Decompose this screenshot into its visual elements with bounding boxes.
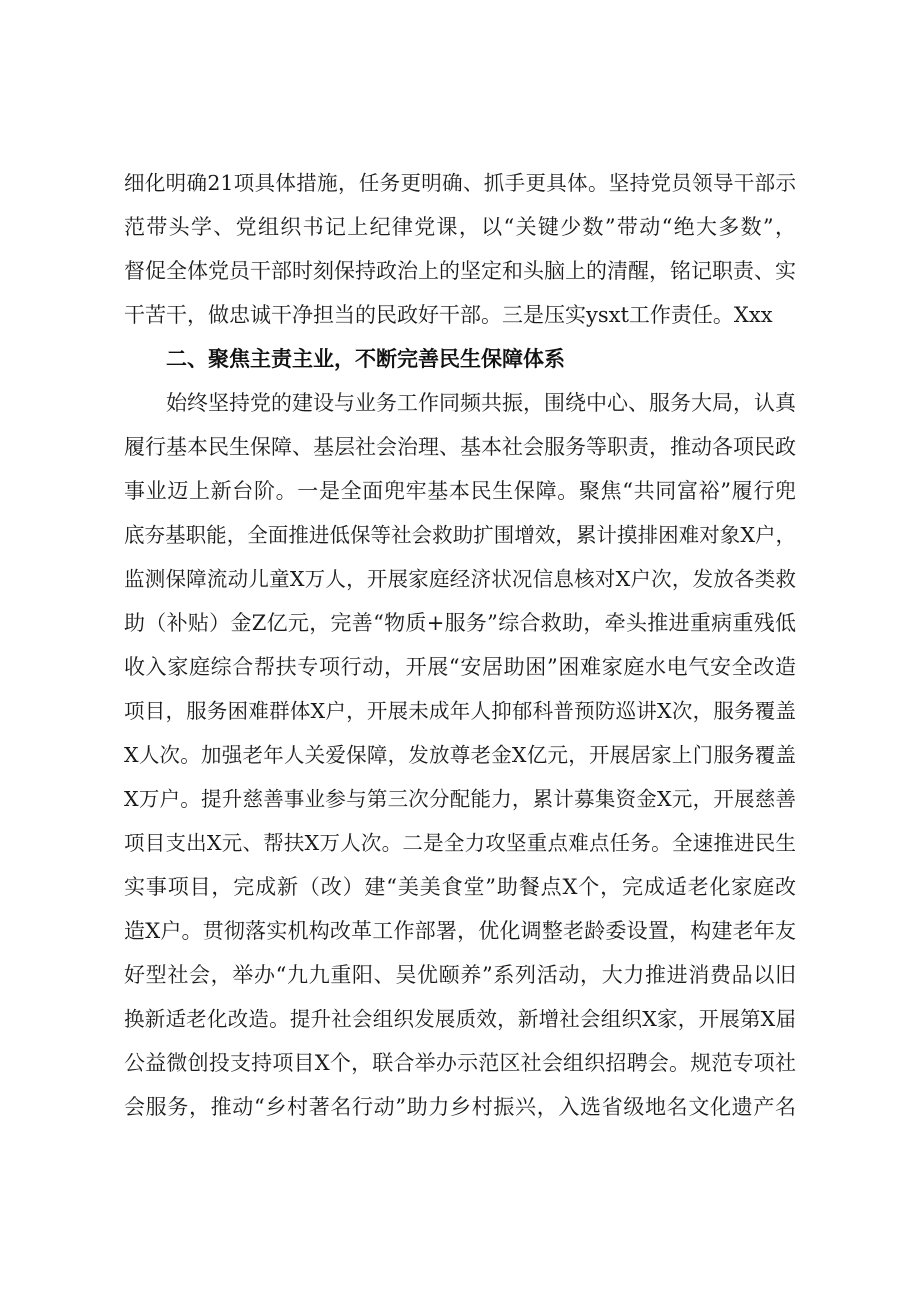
paragraph1-line: 督促全体党员干部时刻保持政治上的坚定和头脑上的清醒，铭记职责、实: [124, 259, 796, 283]
paragraph2-line: 换新适老化改造。提升社会组织发展质效，新增社会组织X家，开展第X届: [124, 1007, 796, 1031]
paragraph2-line: 助（补贴）金Z亿元，完善“物质+服务”综合救助，牵头推进重病重残低: [124, 611, 796, 635]
paragraph2-line: 实事项目，完成新（改）建“美美食堂”助餐点X个，完成适老化家庭改: [124, 875, 796, 899]
paragraph2-line: 履行基本民生保障、基层社会治理、基本社会服务等职责，推动各项民政: [124, 435, 796, 459]
paragraph2-line: 会服务，推动“乡村著名行动”助力乡村振兴，入选省级地名文化遗产名: [124, 1095, 796, 1119]
paragraph2-line: 收入家庭综合帮扶专项行动，开展“安居助困”困难家庭水电气安全改造: [124, 655, 796, 679]
paragraph1-line: 细化明确21项具体措施，任务更明确、抓手更具体。坚持党员领导干部示: [124, 171, 796, 195]
paragraph2-line: 好型社会，举办“九九重阳、吴优颐养”系列活动，大力推进消费品以旧: [124, 963, 796, 987]
paragraph1-line: 干苦干，做忠诚干净担当的民政好干部。三是压实ysxt工作责任。Xxx: [124, 303, 773, 327]
section-heading: 二、聚焦主责主业，不断完善民生保障体系: [166, 347, 565, 371]
paragraph2-line: 公益微创投支持项目X个，联合举办示范区社会组织招聘会。规范专项社: [124, 1051, 796, 1075]
paragraph2-line: 底夯基职能，全面推进低保等社会救助扩围增效，累计摸排困难对象X户，: [124, 523, 796, 547]
paragraph2-line: 监测保障流动儿童X万人，开展家庭经济状况信息核对X户次，发放各类救: [124, 567, 796, 591]
paragraph2-line: X万户。提升慈善事业参与第三次分配能力，累计募集资金X元，开展慈善: [124, 787, 796, 811]
paragraph2-line: 事业迈上新台阶。一是全面兜牢基本民生保障。聚焦“共同富裕”履行兜: [124, 479, 796, 503]
paragraph2-line: 始终坚持党的建设与业务工作同频共振，围绕中心、服务大局，认真: [166, 391, 796, 415]
paragraph2-line: X人次。加强老年人关爱保障，发放尊老金X亿元，开展居家上门服务覆盖: [124, 743, 796, 767]
paragraph2-line: 造X户。贯彻落实机构改革工作部署，优化调整老龄委设置，构建老年友: [124, 919, 796, 943]
paragraph2-line: 项目支出X元、帮扶X万人次。二是全力攻坚重点难点任务。全速推进民生: [124, 831, 796, 855]
paragraph2-line: 项目，服务困难群体X户，开展未成年人抑郁科普预防巡讲X次，服务覆盖: [124, 699, 796, 723]
paragraph1-line: 范带头学、党组织书记上纪律党课，以“关键少数”带动“绝大多数”，: [124, 215, 796, 239]
